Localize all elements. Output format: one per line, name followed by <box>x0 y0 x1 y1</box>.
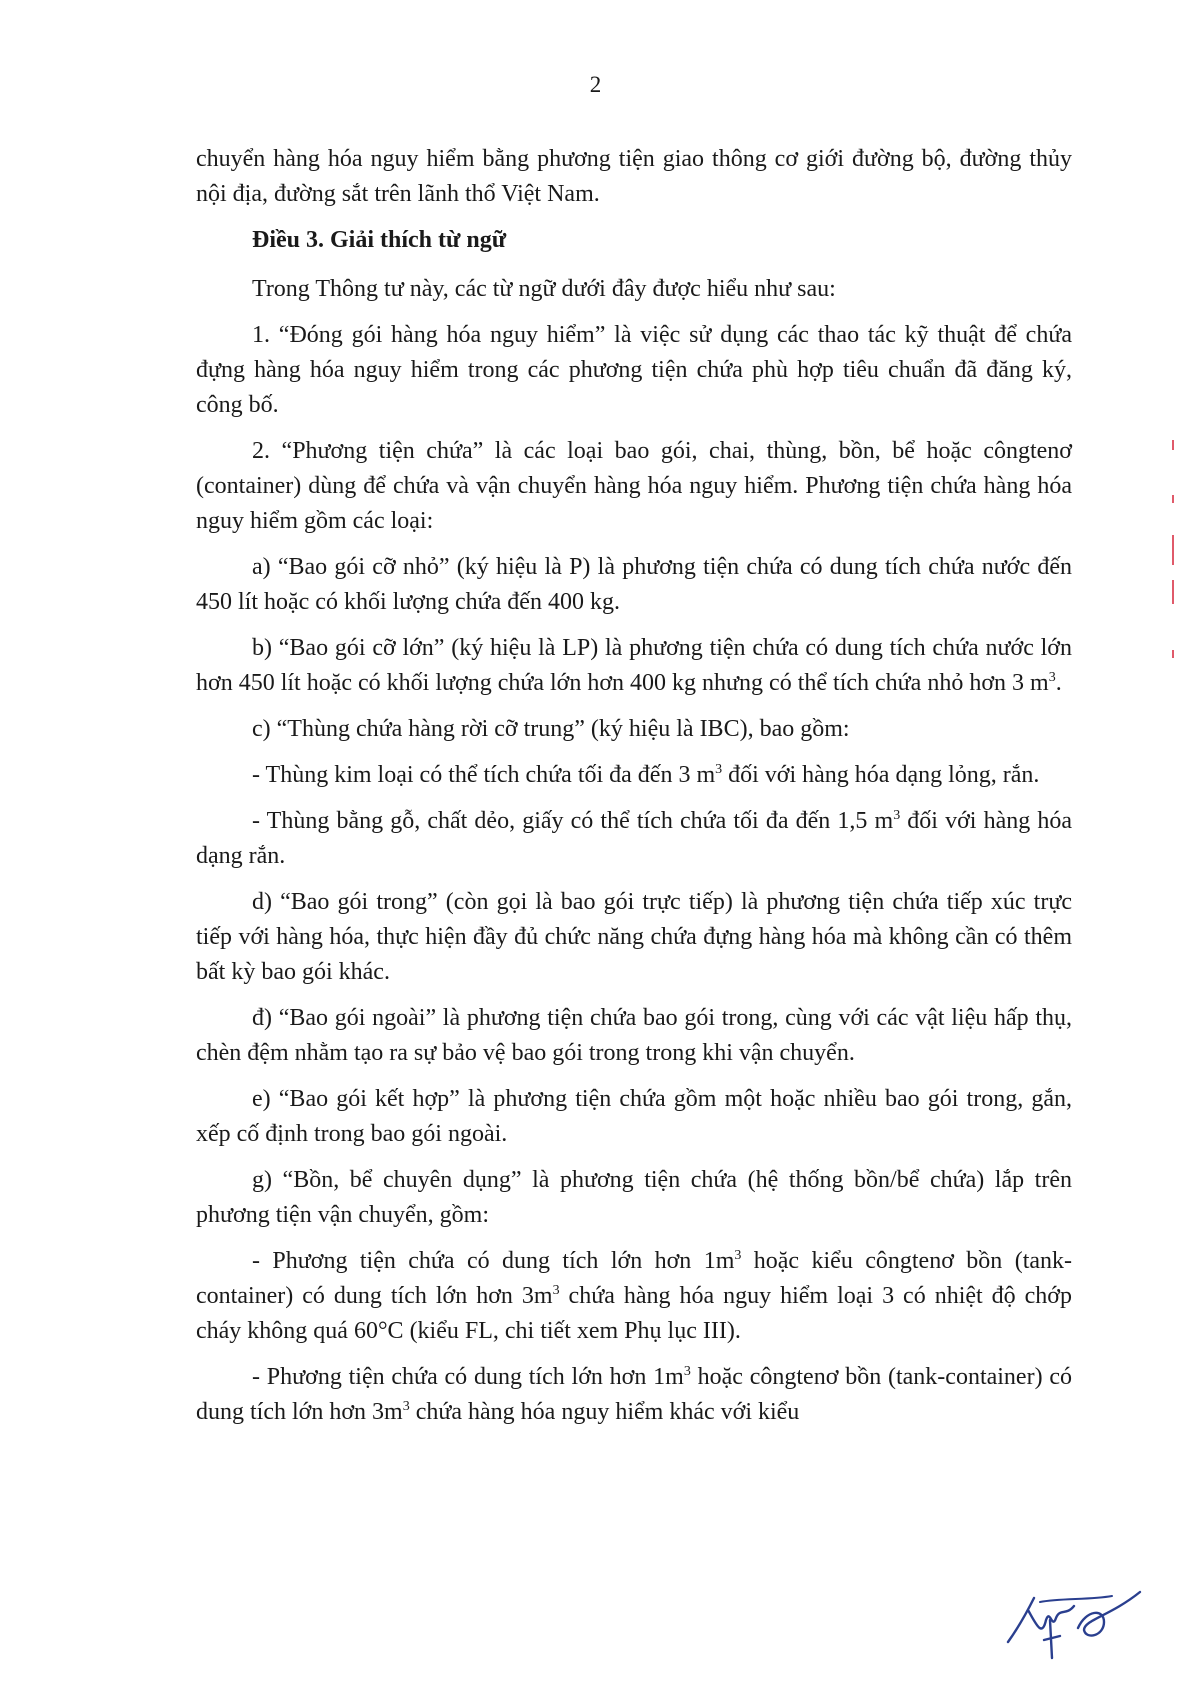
paragraph-g-item-2-rest: chứa hàng hóa nguy hiểm khác với kiểu <box>409 1399 800 1425</box>
signature-initials <box>1000 1580 1150 1660</box>
paragraph-a: a) “Bao gói cỡ nhỏ” (ký hiệu là P) là phương tiện chứa có dung tích chứa nước đến 450 lít hoặc có khối lượng chứa đến 400 kg. <box>196 554 1072 615</box>
document-body <box>196 142 1072 1441</box>
page-number: 2 <box>589 72 602 97</box>
paragraph-continuation: chuyển hàng hóa nguy hiểm bằng phương tiện giao thông cơ giới đường bộ, đường thủy nội địa, đường sắt trên lãnh thổ Việt Nam. <box>196 146 1072 207</box>
paragraph-2: 2. “Phương tiện chứa” là các loại bao gói, chai, thùng, bồn, bể hoặc côngtenơ (container) dùng để chứa và vận chuyển hàng hóa nguy hiểm. Phương tiện chứa hàng hóa nguy hiểm gồm các loại: <box>196 438 1072 534</box>
superscript-3: 3 <box>734 1248 742 1263</box>
superscript-3: 3 <box>893 808 901 823</box>
superscript-3: 3 <box>715 762 723 777</box>
article-heading: Điều 3. Giải thích từ ngữ <box>252 227 507 253</box>
superscript-3: 3 <box>683 1364 691 1379</box>
paragraph-g-item-1 <box>196 1244 1072 1349</box>
margin-marks <box>1172 440 1182 680</box>
superscript-3: 3 <box>1048 670 1056 685</box>
paragraph-g-item-1-rest: chứa hàng hóa nguy hiểm loại 3 có nhiệt độ chớp cháy không quá 60°C (kiểu FL, chi tiết xem Phụ lục III). <box>196 1283 1072 1344</box>
paragraph-intro: Trong Thông tư này, các từ ngữ dưới đây được hiểu như sau: <box>252 276 836 302</box>
paragraph-g-item-1-text: - Phương tiện chứa có dung tích lớn hơn 1m <box>252 1248 735 1274</box>
superscript-3: 3 <box>402 1399 410 1414</box>
paragraph-d: d) “Bao gói trong” (còn gọi là bao gói trực tiếp) là phương tiện chứa tiếp xúc trực tiếp với hàng hóa, thực hiện đầy đủ chức năng chứa đựng hàng hóa mà không cần có thêm bất kỳ bao gói khác. <box>196 889 1072 985</box>
paragraph-b-end: . <box>1055 670 1062 696</box>
paragraph-e: e) “Bao gói kết hợp” là phương tiện chứa gồm một hoặc nhiều bao gói trong, gắn, xếp cố định trong bao gói ngoài. <box>196 1086 1072 1147</box>
paragraph-b-text: b) “Bao gói cỡ lớn” (ký hiệu là LP) là phương tiện chứa có dung tích chứa nước lớn hơn 450 lít hoặc có khối lượng chứa lớn hơn 400 kg nhưng có thể tích chứa nhỏ hơn 3 m <box>196 635 1072 696</box>
paragraph-c-item-2 <box>196 804 1072 874</box>
paragraph-dd: đ) “Bao gói ngoài” là phương tiện chứa bao gói trong, cùng với các vật liệu hấp thụ, chèn đệm nhằm tạo ra sự bảo vệ bao gói trong trong khi vận chuyển. <box>196 1005 1072 1066</box>
paragraph-g-item-2-text: - Phương tiện chứa có dung tích lớn hơn 1m <box>252 1364 684 1390</box>
paragraph-c-item-2-rest: đối với hàng hóa dạng rắn. <box>196 808 1072 869</box>
paragraph-c-item-1-rest: đối với hàng hóa dạng lỏng, rắn. <box>722 762 1040 788</box>
paragraph-c-item-2-text: - Thùng bằng gỗ, chất dẻo, giấy có thể tích chứa tối đa đến 1,5 m <box>252 808 894 834</box>
paragraph-1: 1. “Đóng gói hàng hóa nguy hiểm” là việc sử dụng các thao tác kỹ thuật để chứa đựng hàng hóa nguy hiểm trong các phương tiện chứa phù hợp tiêu chuẩn đã đăng ký, công bố. <box>196 322 1072 418</box>
paragraph-c-item-1-text: - Thùng kim loại có thể tích chứa tối đa đến 3 m <box>252 762 716 788</box>
paragraph-g: g) “Bồn, bể chuyên dụng” là phương tiện chứa (hệ thống bồn/bể chứa) lắp trên phương tiện vận chuyển, gồm: <box>196 1167 1072 1228</box>
paragraph-c: c) “Thùng chứa hàng rời cỡ trung” (ký hiệu là IBC), bao gồm: <box>252 716 850 742</box>
paragraph-b <box>196 631 1072 701</box>
paragraph-g-item-1-mid: hoặc kiểu côngtenơ bồn (tank-container) có dung tích lớn hơn 3m <box>196 1248 1073 1309</box>
superscript-3: 3 <box>552 1283 560 1298</box>
paragraph-c-item-1 <box>196 758 1072 793</box>
paragraph-g-item-2-mid: hoặc côngtenơ bồn (tank-container) có dung tích lớn hơn 3m <box>196 1364 1073 1425</box>
paragraph-g-item-2 <box>196 1360 1072 1430</box>
